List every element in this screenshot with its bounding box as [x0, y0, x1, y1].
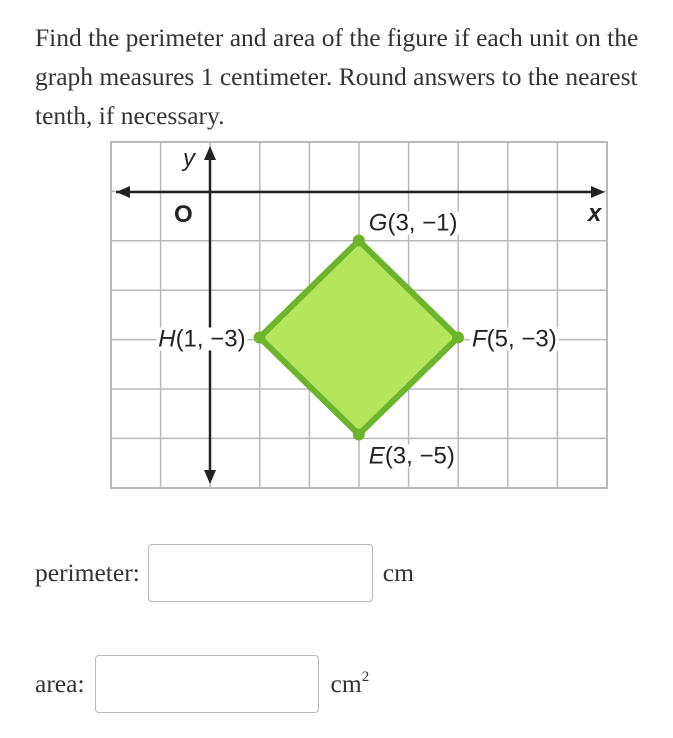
perimeter-unit: cm	[382, 558, 414, 587]
area-row	[35, 655, 369, 713]
area-unit: $cm^2$	[330, 668, 370, 698]
perimeter-input[interactable]	[148, 544, 373, 602]
area-input[interactable]	[95, 655, 319, 713]
point-label-e: E(3, −5)	[368, 442, 455, 470]
area-unit-exponent: 2	[361, 668, 370, 685]
vertex-f-dot	[452, 332, 464, 344]
origin-label: O	[174, 201, 193, 228]
x-axis-arrow-right	[591, 186, 605, 198]
point-label-f: F(5, −3)	[472, 325, 557, 353]
vertex-g-dot	[353, 235, 365, 247]
question-text: Find the perimeter and area of the figure if each unit on the graph measures 1 centimeter. Round answers to the nearest tenth, if necessary.	[35, 23, 639, 130]
x-axis-arrow-left	[116, 186, 130, 198]
y-axis-arrow-up	[204, 146, 216, 160]
point-label-g: G(3, −1)	[368, 209, 458, 237]
y-axis-arrow-down	[204, 470, 216, 484]
perimeter-row	[35, 544, 414, 602]
vertex-h-dot	[254, 332, 266, 344]
x-axis-label: x	[588, 200, 602, 227]
point-label-h: H(1, −3)	[158, 325, 246, 353]
vertex-e-dot	[353, 429, 365, 441]
quadrilateral-efgh	[260, 241, 458, 435]
perimeter-label: perimeter:	[35, 558, 140, 587]
y-axis-label: y	[183, 145, 195, 172]
area-label: area:	[35, 669, 85, 698]
